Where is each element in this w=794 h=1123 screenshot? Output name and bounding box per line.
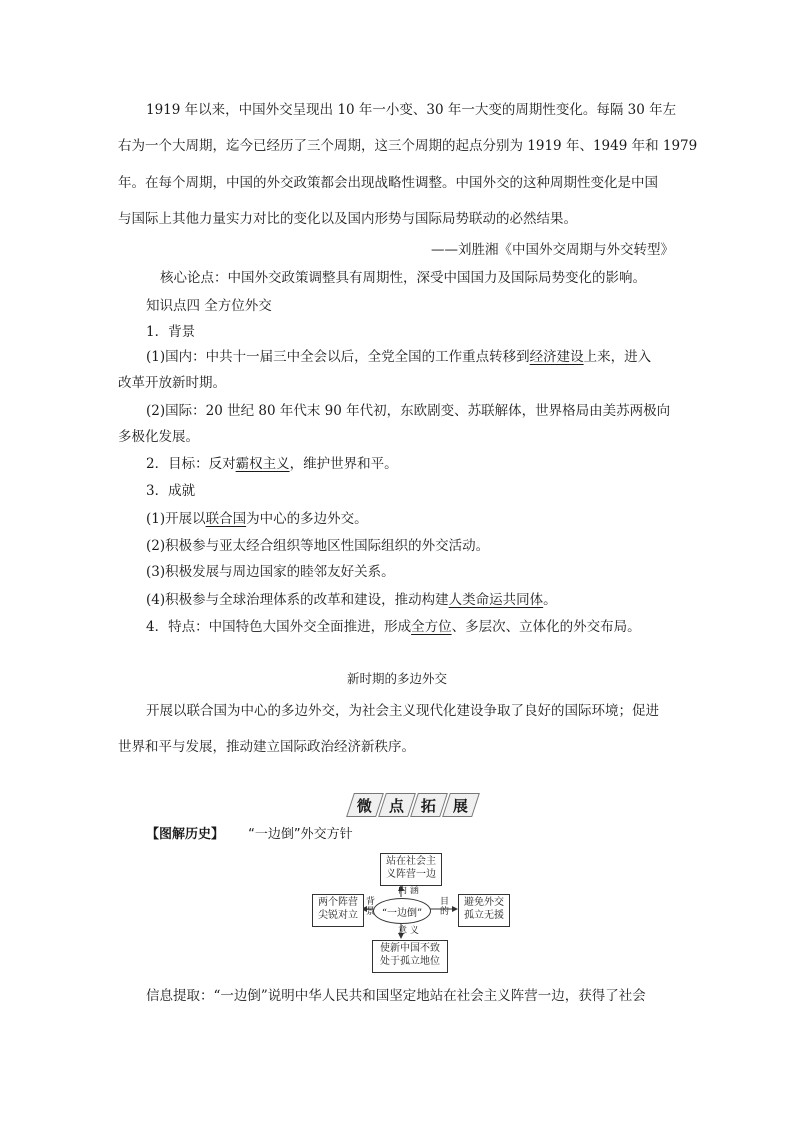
multilateral-title-text: 新时期的多边外交: [346, 671, 447, 686]
box-text: 避免外交: [464, 897, 504, 908]
ach4-text-b: 。: [543, 592, 557, 608]
multilateral-line-1: 开展以联合国为中心的多边外交，为社会主义现代化建设争取了良好的国际环境；促进: [146, 703, 659, 719]
quote-line-4: 与国际上其他力量实力对比的变化以及国内形势与国际局势联动的必然结果。: [118, 211, 577, 227]
diagram-box-right: [458, 894, 510, 927]
diagram-heading: [146, 825, 353, 845]
goal-text-b: ，维护世界和平。: [289, 456, 398, 472]
goal-underlined: 霸权主义: [235, 456, 290, 472]
goal-line: [146, 454, 398, 474]
box-text: 尖锐对立: [318, 910, 358, 921]
multilateral-line-2: 世界和平与发展，推动建立国际政治经济新秩序。: [118, 739, 415, 755]
info-extraction: 信息提取：“一边倒”说明中华人民共和国坚定地站在社会主义阵营一边，获得了社会: [146, 988, 646, 1004]
international-line-1: (2)国际：20 世纪 80 年代末 90 年代初，东欧剧变、苏联解体，世界格局由美苏两极向: [146, 403, 671, 419]
domestic-text-b: 上来，进入: [583, 349, 652, 365]
domestic-underlined: 经济建设: [529, 349, 584, 365]
achievement-2: (2)积极参与亚太经合组织等地区性国际组织的外交活动。: [146, 538, 490, 554]
label-significance: 意 义: [398, 926, 419, 936]
banner-char: 展: [442, 793, 480, 817]
feature-line: [146, 617, 641, 637]
quote-line-3: 年。在每个周期，中国的外交政策都会出现战略性调整。中国外交的这种周期性变化是中国: [118, 175, 658, 191]
section-title: 知识点四 全方位外交: [146, 298, 272, 314]
label-background: 背景: [366, 897, 376, 917]
quote-line-1: 1919 年以来，中国外交呈现出 10 年一小变、30 年一大变的周期性变化。每隔 30 年左: [146, 102, 677, 118]
box-text: 处于孤立地位: [380, 956, 440, 967]
feature-underlined: 全方位: [411, 619, 452, 635]
ach1-text-b: 为中心的多边外交。: [246, 511, 368, 527]
goal-text-a: 2．目标：反对: [146, 456, 236, 472]
ach1-text-a: (1)开展以: [146, 511, 206, 527]
quote-source: ——刘胜湘《中国外交周期与外交转型》: [431, 242, 674, 258]
label-connotation: 内 涵: [398, 886, 419, 896]
center-text: “一边倒”: [381, 907, 423, 919]
diagram-box-top: [380, 853, 442, 886]
feature-text-a: 4．特点：中国特色大国外交全面推进，形成: [146, 619, 412, 635]
box-text: 义阵营一边: [386, 869, 436, 880]
ach1-underlined: 联合国: [205, 511, 247, 527]
feature-text-b: 、多层次、立体化的外交布局。: [451, 619, 641, 635]
multilateral-title: [0, 669, 794, 689]
banner-char: 点: [378, 793, 416, 817]
quote-line-2: 右为一个大周期，迄今已经历了三个周期，这三个周期的起点分别为 1919 年、1949 年和 1979: [118, 138, 698, 154]
diagram-box-bottom: [372, 940, 448, 973]
ach4-underlined: 人类命运共同体: [448, 592, 544, 608]
domestic-line-2: 改革开放新时期。: [118, 375, 226, 391]
core-point: 核心论点：中国外交政策调整具有周期性，深受中国国力及国际局势变化的影响。: [160, 270, 646, 286]
domestic-line-1: [146, 347, 651, 367]
achievement-4: [146, 590, 557, 610]
micro-point-banner: [350, 793, 476, 817]
achievement-1: [146, 509, 368, 529]
banner-char: 微: [346, 793, 384, 817]
background-heading: 1．背景: [146, 324, 196, 340]
achievements-heading: 3．成就: [146, 483, 196, 499]
ach4-text-a: (4)积极参与全球治理体系的改革和建设，推动构建: [146, 592, 449, 608]
diagram-center-ellipse: [373, 898, 431, 924]
international-line-2: 多极化发展。: [118, 429, 199, 445]
box-text: 孤立无援: [464, 910, 504, 921]
label-purpose: 目的: [440, 897, 450, 917]
box-text: 站在社会主: [386, 856, 436, 867]
diagram-box-left: [312, 894, 364, 927]
domestic-text-a: (1)国内：中共十一届三中全会以后，全党全国的工作重点转移到: [146, 349, 530, 365]
banner-char: 拓: [410, 793, 448, 817]
box-text: 使新中国不致: [380, 943, 440, 954]
diagram-heading-label: 【图解历史】: [146, 827, 225, 842]
achievement-3: (3)积极发展与周边国家的睦邻友好关系。: [146, 564, 395, 580]
diagram-subtitle: “一边倒”外交方针: [248, 827, 353, 842]
box-text: 两个阵营: [318, 897, 358, 908]
